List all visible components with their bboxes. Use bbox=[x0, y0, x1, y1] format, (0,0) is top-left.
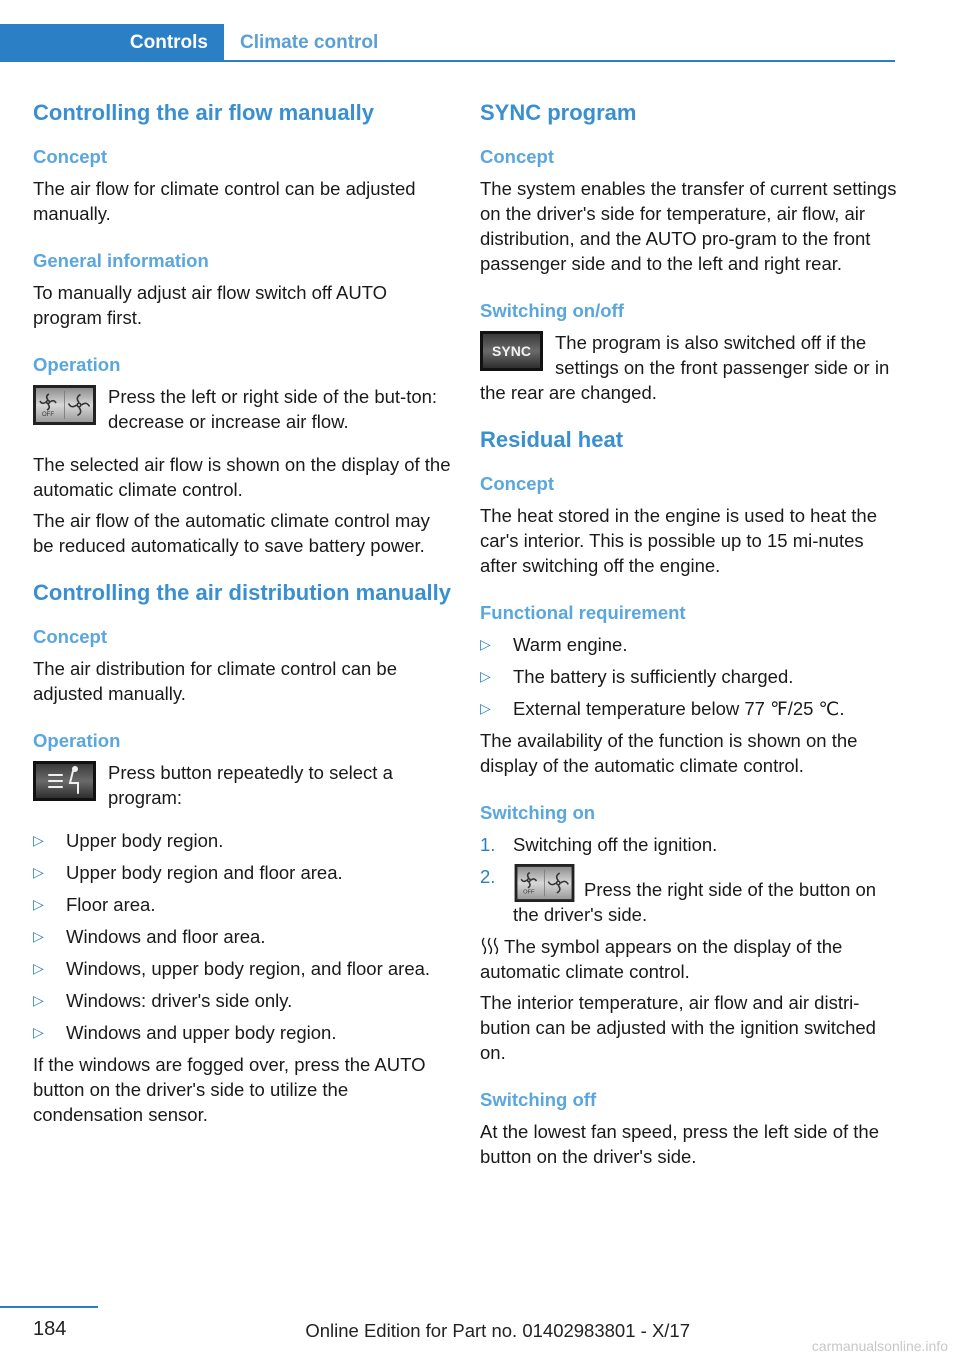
page-number: 184 bbox=[33, 1318, 67, 1340]
paragraph: The availability of the function is shown on the display of the automatic climate control. bbox=[480, 730, 858, 776]
subheading-concept: Concept bbox=[480, 146, 554, 167]
list-item: 1. Switching off the ignition. bbox=[480, 834, 718, 855]
right-column bbox=[480, 100, 900, 1191]
header-rule bbox=[0, 60, 895, 62]
subheading-concept: Concept bbox=[480, 473, 554, 494]
section-title-air-flow: Controlling the air flow manually bbox=[33, 100, 375, 125]
paragraph: The air distribution for climate control can be adjusted manually. bbox=[33, 658, 398, 704]
paragraph: The air flow for climate control can be adjusted manually. bbox=[33, 178, 416, 224]
triangle-bullet-icon: ▷ bbox=[33, 992, 44, 1008]
triangle-bullet-icon: ▷ bbox=[33, 896, 44, 912]
list-item: ▷ Windows and floor area. bbox=[33, 926, 266, 947]
watermark: carmanualsonline.info bbox=[811, 1338, 948, 1354]
subheading-concept: Concept bbox=[33, 626, 107, 647]
list-item: ▷ Windows and upper body region. bbox=[33, 1022, 337, 1043]
paragraph: The program is also switched off if the settings on the front passenger side or in the rear are changed. bbox=[480, 332, 890, 403]
svg-text:OFF: OFF bbox=[523, 889, 535, 896]
tab-climate-control[interactable] bbox=[240, 24, 378, 62]
triangle-bullet-icon: ▷ bbox=[33, 960, 44, 976]
residual-heat-icon bbox=[480, 936, 500, 956]
air-distribution-button-figure bbox=[33, 760, 453, 810]
paragraph: The selected air flow is shown on the display of the automatic climate control. bbox=[33, 454, 451, 500]
tab-controls-label: Controls bbox=[129, 32, 208, 53]
paragraph: Press button repeatedly to select a program: bbox=[108, 762, 393, 808]
paragraph: The system enables the transfer of current settings on the driver's side for temperature, air flow, air distribution, and the AUTO pro‐gram to the front passenger side and to the left and right rear. bbox=[480, 178, 897, 274]
fan-button-icon bbox=[33, 385, 96, 425]
paragraph: The heat stored in the engine is used to heat the car's interior. This is possible up to 15 mi‐nutes after switching off the engine. bbox=[480, 505, 878, 576]
air-distribution-button-icon bbox=[33, 761, 96, 801]
sync-button-figure bbox=[480, 330, 900, 405]
section-title-residual-heat: Residual heat bbox=[480, 427, 624, 452]
triangle-bullet-icon: ▷ bbox=[33, 832, 44, 848]
paragraph: To manually adjust air flow switch off AUTO program first. bbox=[33, 282, 388, 328]
sync-button-icon bbox=[480, 331, 543, 371]
subheading-switching-on-off: Switching on/off bbox=[480, 300, 624, 321]
triangle-bullet-icon: ▷ bbox=[480, 700, 491, 716]
triangle-bullet-icon: ▷ bbox=[33, 1024, 44, 1040]
tab-controls[interactable] bbox=[0, 24, 224, 62]
list-item: ▷ External temperature below 77 ℉/25 ℃. bbox=[480, 698, 845, 719]
paragraph: The interior temperature, air flow and air distri‐bution can be adjusted with the ignition switched on. bbox=[480, 992, 876, 1063]
tab-climate-control-label: Climate control bbox=[240, 32, 379, 53]
paragraph: The air flow of the automatic climate control may be reduced automatically to save battery power. bbox=[33, 510, 430, 556]
list-item: ▷ Windows, upper body region, and floor area. bbox=[33, 958, 431, 979]
svg-text:OFF: OFF bbox=[42, 412, 54, 418]
fan-button-figure bbox=[33, 384, 453, 434]
paragraph: At the lowest fan speed, press the left side of the button on the driver's side. bbox=[480, 1121, 880, 1167]
list-item: 2. OFF Press the right side of the button on the driver's side. bbox=[480, 866, 877, 925]
section-title-sync-program: SYNC program bbox=[480, 100, 637, 125]
left-column bbox=[33, 100, 453, 1149]
list-item: ▷ Windows: driver's side only. bbox=[33, 990, 293, 1011]
switch-on-steps bbox=[480, 832, 900, 927]
triangle-bullet-icon: ▷ bbox=[33, 928, 44, 944]
section-title-air-distribution: Controlling the air distribution manually bbox=[33, 580, 452, 605]
list-item: ▷ Warm engine. bbox=[480, 634, 628, 655]
list-item: ▷ The battery is sufficiently charged. bbox=[480, 666, 794, 687]
triangle-bullet-icon: ▷ bbox=[33, 864, 44, 880]
edition-note: Online Edition for Part no. 01402983801 - X/17 bbox=[305, 1320, 690, 1341]
triangle-bullet-icon: ▷ bbox=[480, 636, 491, 652]
program-list bbox=[33, 828, 453, 1045]
footer-rule bbox=[0, 1306, 98, 1308]
fan-button-icon bbox=[513, 864, 576, 902]
requirement-list bbox=[480, 632, 900, 721]
paragraph: If the windows are fogged over, press the AUTO button on the driver's side to utilize the condensation sensor. bbox=[33, 1054, 426, 1125]
list-item: ▷ Floor area. bbox=[33, 894, 156, 915]
subheading-switching-off: Switching off bbox=[480, 1089, 597, 1110]
list-item: ▷ Upper body region and floor area. bbox=[33, 862, 343, 883]
subheading-concept: Concept bbox=[33, 146, 107, 167]
list-item: ▷ Upper body region. bbox=[33, 830, 224, 851]
subheading-general-information: General information bbox=[33, 250, 209, 271]
svg-text:SYNC: SYNC bbox=[492, 343, 531, 359]
paragraph: Press the left or right side of the but‐ton: decrease or increase air flow. bbox=[108, 386, 438, 432]
subheading-operation: Operation bbox=[33, 730, 121, 751]
paragraph: The symbol appears on the display of the automatic climate control. bbox=[480, 936, 843, 982]
subheading-operation: Operation bbox=[33, 354, 121, 375]
subheading-switching-on: Switching on bbox=[480, 802, 596, 823]
subheading-functional-requirement: Functional requirement bbox=[480, 602, 686, 623]
triangle-bullet-icon: ▷ bbox=[480, 668, 491, 684]
